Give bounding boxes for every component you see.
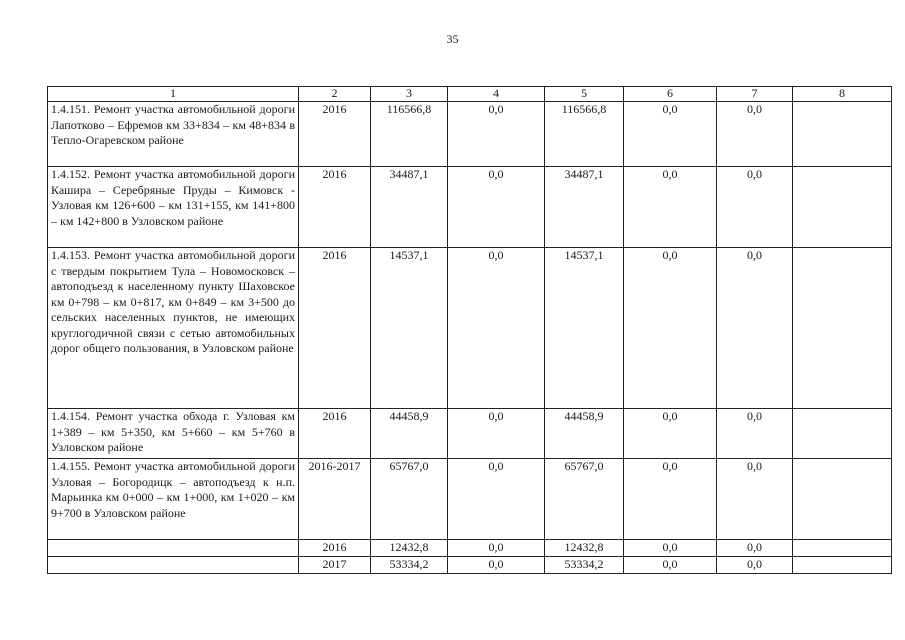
row-col3: 34487,1 bbox=[371, 167, 448, 248]
row-col8 bbox=[793, 409, 892, 459]
row-description bbox=[48, 557, 299, 574]
row-col3: 116566,8 bbox=[371, 102, 448, 167]
row-col3: 14537,1 bbox=[371, 248, 448, 409]
row-col6: 0,0 bbox=[624, 102, 717, 167]
page-number: 35 bbox=[446, 32, 459, 46]
row-col5: 14537,1 bbox=[545, 248, 624, 409]
table-row bbox=[48, 557, 892, 574]
table-row bbox=[48, 102, 892, 167]
row-col7: 0,0 bbox=[717, 409, 793, 459]
column-header: 6 bbox=[624, 87, 717, 102]
table-row bbox=[48, 540, 892, 557]
row-col6: 0,0 bbox=[624, 459, 717, 540]
row-col6: 0,0 bbox=[624, 248, 717, 409]
row-description: 1.4.154. Ремонт участка обхода г. Узловая км 1+389 – км 5+350, км 5+660 – км 5+760 в Узловском районе bbox=[48, 409, 299, 459]
header-row bbox=[48, 87, 892, 102]
column-header: 4 bbox=[448, 87, 545, 102]
row-col7: 0,0 bbox=[717, 102, 793, 167]
row-col7: 0,0 bbox=[717, 459, 793, 540]
row-year: 2016 bbox=[299, 102, 371, 167]
row-col8 bbox=[793, 102, 892, 167]
row-col8 bbox=[793, 540, 892, 557]
row-year: 2016 bbox=[299, 167, 371, 248]
row-description: 1.4.152. Ремонт участка автомобильной дороги Кашира – Серебряные Пруды – Кимовск - Узловая км 126+600 – км 131+155, км 141+800 – км 142+800 в Узловском районе bbox=[48, 167, 299, 248]
row-col5: 34487,1 bbox=[545, 167, 624, 248]
column-header: 2 bbox=[299, 87, 371, 102]
row-col3: 65767,0 bbox=[371, 459, 448, 540]
column-header: 8 bbox=[793, 87, 892, 102]
row-col5: 53334,2 bbox=[545, 557, 624, 574]
table-row bbox=[48, 167, 892, 248]
row-col4: 0,0 bbox=[448, 540, 545, 557]
row-col5: 12432,8 bbox=[545, 540, 624, 557]
column-header: 7 bbox=[717, 87, 793, 102]
row-description bbox=[48, 540, 299, 557]
row-col7: 0,0 bbox=[717, 248, 793, 409]
row-col8 bbox=[793, 167, 892, 248]
column-header: 1 bbox=[48, 87, 299, 102]
row-col5: 44458,9 bbox=[545, 409, 624, 459]
row-col3: 44458,9 bbox=[371, 409, 448, 459]
row-col3: 53334,2 bbox=[371, 557, 448, 574]
row-year: 2016-2017 bbox=[299, 459, 371, 540]
row-col4: 0,0 bbox=[448, 248, 545, 409]
column-header: 5 bbox=[545, 87, 624, 102]
row-col8 bbox=[793, 248, 892, 409]
row-col7: 0,0 bbox=[717, 167, 793, 248]
table-row bbox=[48, 409, 892, 459]
row-col5: 65767,0 bbox=[545, 459, 624, 540]
row-col7: 0,0 bbox=[717, 557, 793, 574]
row-year: 2017 bbox=[299, 557, 371, 574]
data-table bbox=[47, 86, 892, 574]
row-col6: 0,0 bbox=[624, 167, 717, 248]
column-header: 3 bbox=[371, 87, 448, 102]
row-description: 1.4.151. Ремонт участка автомобильной дороги Лапотково – Ефремов км 33+834 – км 48+834 в Тепло-Огаревском районе bbox=[48, 102, 299, 167]
row-col4: 0,0 bbox=[448, 102, 545, 167]
row-col3: 12432,8 bbox=[371, 540, 448, 557]
row-col8 bbox=[793, 557, 892, 574]
row-col4: 0,0 bbox=[448, 557, 545, 574]
row-description: 1.4.153. Ремонт участка автомобильной дороги с твердым покрытием Тула – Новомосковск – автоподъезд к населенному пункту Шаховское км 0+798 – км 0+817, км 0+849 – км 3+500 до сельских населенных пунктов, не имеющих круглогодичной связи с сетью автомобильных дорог общего пользования, в Узловском районе bbox=[48, 248, 299, 409]
row-col4: 0,0 bbox=[448, 459, 545, 540]
row-year: 2016 bbox=[299, 409, 371, 459]
row-col6: 0,0 bbox=[624, 540, 717, 557]
row-col6: 0,0 bbox=[624, 409, 717, 459]
row-col8 bbox=[793, 459, 892, 540]
row-description: 1.4.155. Ремонт участка автомобильной дороги Узловая – Богородицк – автоподъезд к н.п. Марьинка км 0+000 – км 1+000, км 1+020 – км 9+700 в Узловском районе bbox=[48, 459, 299, 540]
row-col4: 0,0 bbox=[448, 167, 545, 248]
row-col6: 0,0 bbox=[624, 557, 717, 574]
row-year: 2016 bbox=[299, 540, 371, 557]
row-year: 2016 bbox=[299, 248, 371, 409]
row-col4: 0,0 bbox=[448, 409, 545, 459]
row-col7: 0,0 bbox=[717, 540, 793, 557]
table-row bbox=[48, 248, 892, 409]
table-row bbox=[48, 459, 892, 540]
row-col5: 116566,8 bbox=[545, 102, 624, 167]
